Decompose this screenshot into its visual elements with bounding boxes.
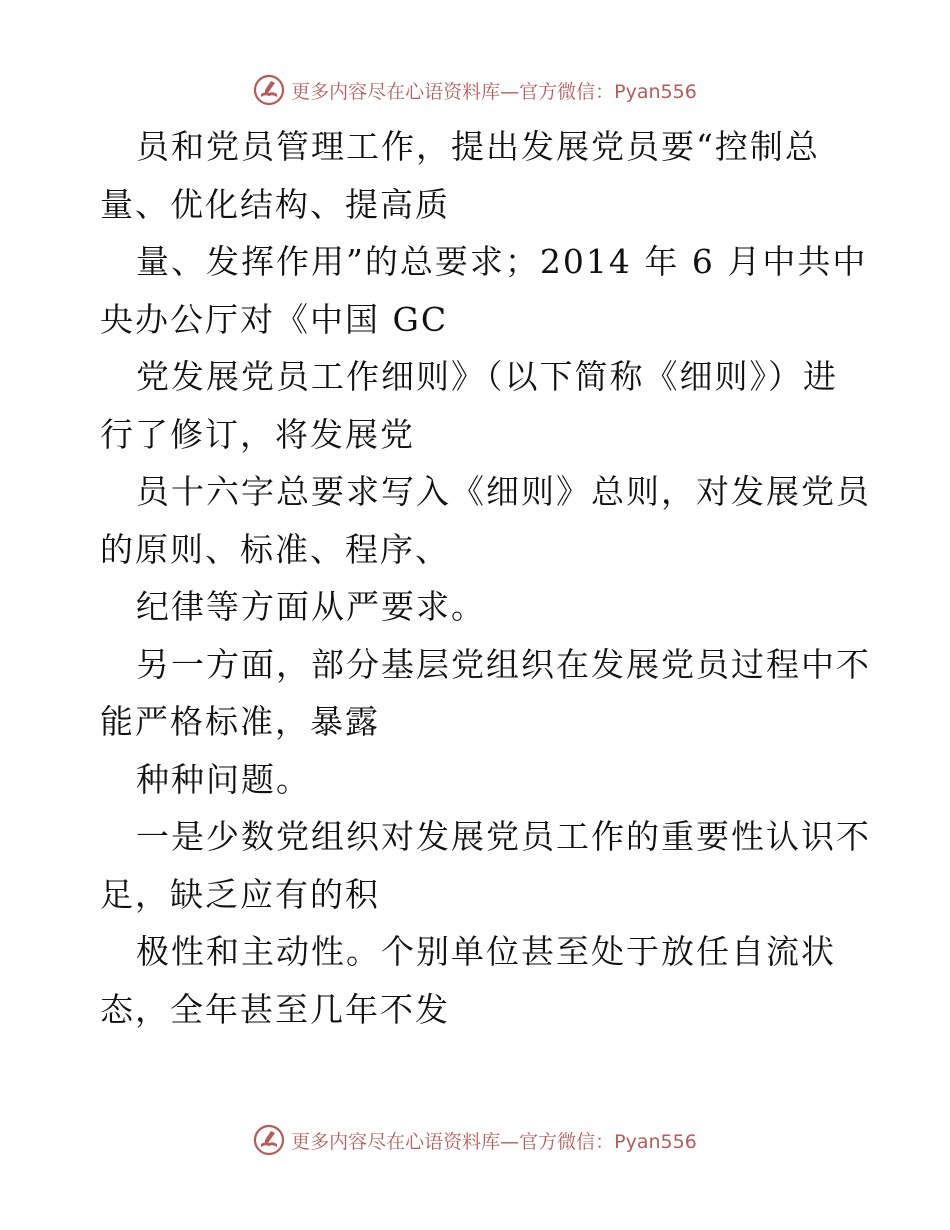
text-line: 党发展党员工作细则》（以下简称《细则》）进 [136,357,838,396]
header-brand-text: 更多内容尽在心语资料库—官方微信：Pyan556 [291,80,697,103]
text-line: 员十六字总要求写入《细则》总则，对发展党员 [136,472,871,511]
book-pen-logo-icon [253,1124,285,1156]
text-line: 能严格标准，暴露 [100,702,380,741]
page-footer [0,1120,950,1160]
paragraph-2 [100,636,871,809]
text-line: 一是少数党组织对发展党员工作的重要性认识不 [136,817,871,856]
text-line: 量、优化结构、提高质 [100,184,450,224]
text-line: 态，全年甚至几年不发 [100,989,450,1029]
text-line: 行了修订，将发展党 [100,414,415,454]
text-line: 纪律等方面从严要求。 [136,587,486,626]
book-pen-logo-icon [253,74,285,106]
text-line: 足，缺乏应有的积 [100,874,380,914]
text-line: 的原则、标准、程序、 [100,529,450,569]
text-line: 种种问题。 [136,759,311,799]
text-line: 员和党员管理工作，提出发展党员要“控制总 [136,127,820,166]
text-line: 量、发挥作用”的总要求；2014 年 6 月中共中 [136,242,868,281]
text-line: 另一方面，部分基层党组织在发展党员过程中不 [136,644,871,684]
document-body [100,118,871,1038]
text-line: 央办公厅对《中国 GC [100,299,449,339]
text-line: 极性和主动性。个别单位甚至处于放任自流状 [136,932,836,971]
paragraph-1 [100,118,871,636]
page-header [0,70,950,110]
footer-brand-text: 更多内容尽在心语资料库—官方微信：Pyan556 [291,1130,697,1153]
paragraph-3 [100,808,871,1038]
